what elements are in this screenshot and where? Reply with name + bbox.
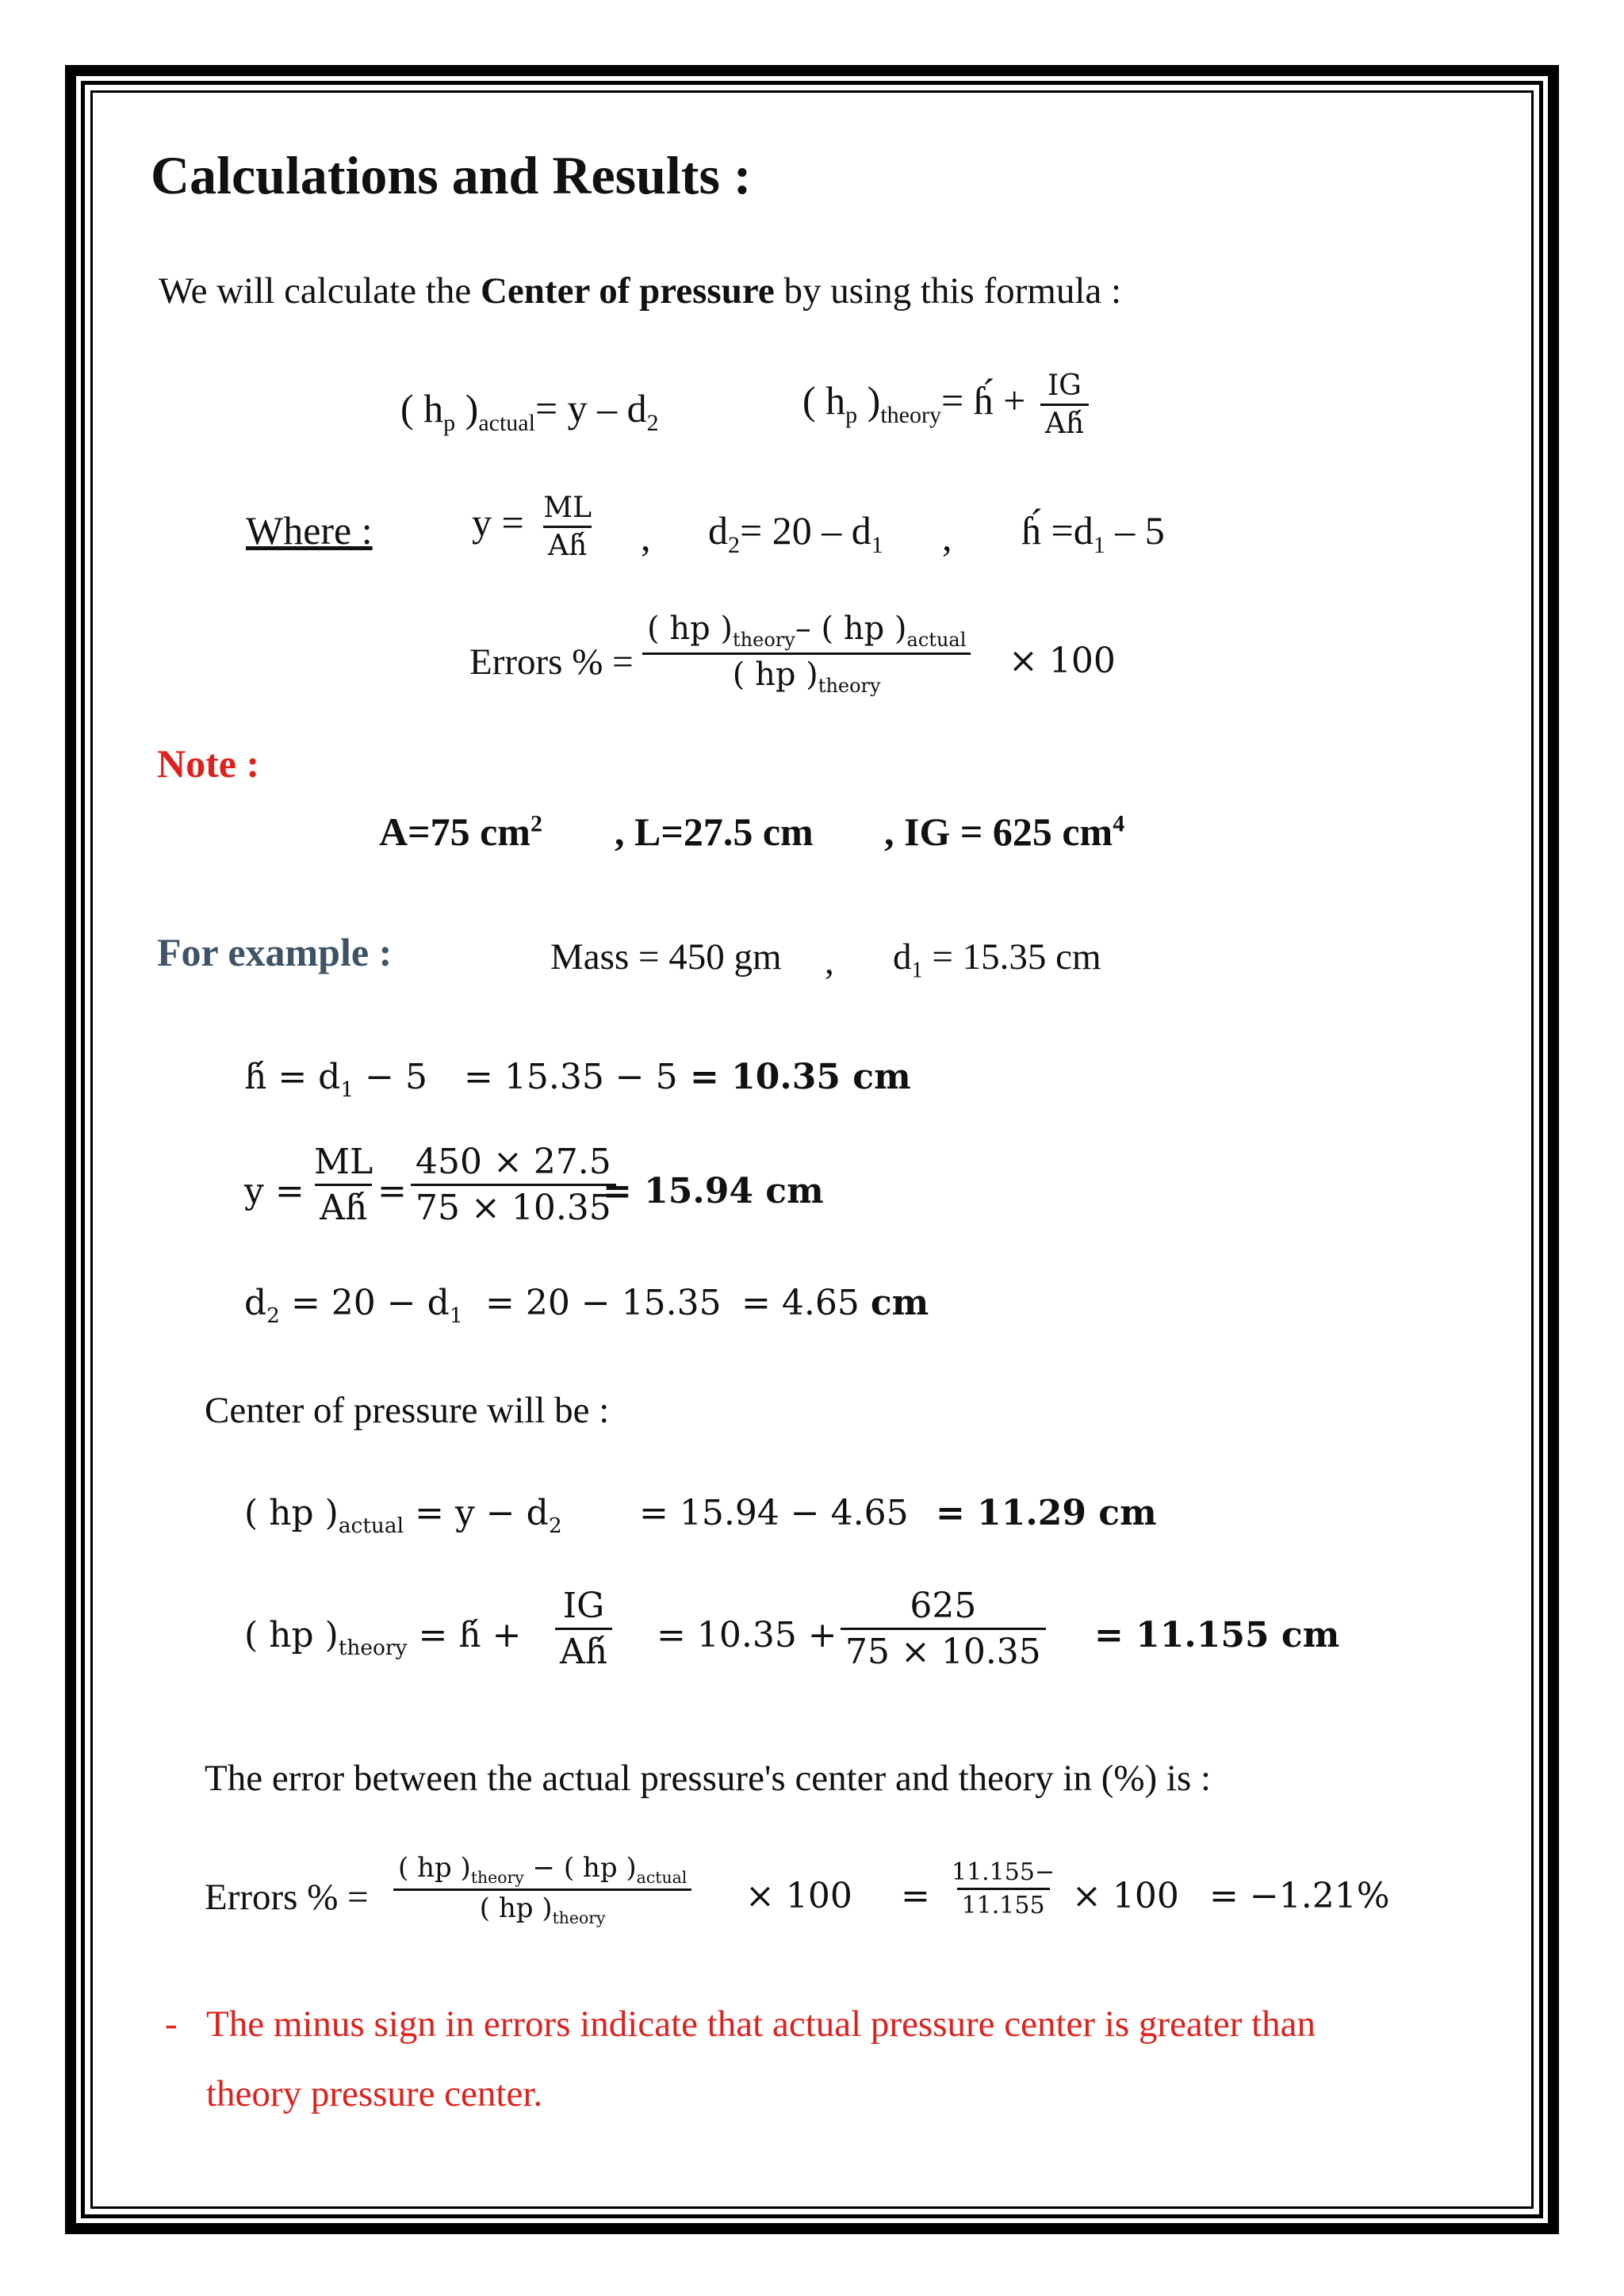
cop-actual-result: = 11.29 cm: [936, 1493, 1157, 1533]
cop-actual-sub: actual: [338, 1513, 404, 1538]
cop-actual-substitution: = 15.94 − 4.65: [639, 1493, 909, 1533]
calc-h-substitution: = 15.35 − 5: [464, 1057, 678, 1097]
calc-h-sub: 1: [340, 1077, 354, 1102]
fraction-denominator: 75 × 10.35: [841, 1628, 1046, 1672]
example-comma: ,: [825, 941, 834, 982]
error-calc-times-2: × 100: [1072, 1876, 1179, 1916]
errors-num-minus: – ( hp ): [795, 610, 907, 647]
example-d1-symbol: d: [893, 936, 912, 978]
hp-theory-sub-p: p: [845, 401, 858, 428]
calc-d2-formula: [244, 1283, 463, 1328]
note-ig: [884, 809, 1124, 855]
cop-theory-mid: = ɦ́ +: [407, 1615, 522, 1655]
cop-theory-fraction: [555, 1586, 612, 1672]
fraction-numerator: 625: [910, 1586, 977, 1626]
errors-formula-times: × 100: [1009, 641, 1116, 681]
example-d1: [893, 936, 1101, 983]
note-area-value: A=75 cm: [379, 809, 530, 854]
cop-actual-formula: [244, 1493, 562, 1538]
error-calc-denominator: [393, 1888, 691, 1927]
calc-d2-sub: 2: [266, 1303, 280, 1328]
error-calc-fraction: [393, 1852, 691, 1927]
calc-d2-substitution: = 20 − 15.35: [485, 1283, 722, 1323]
cop-actual-sub2: 2: [548, 1513, 562, 1538]
hp-actual-sub: actual: [478, 410, 535, 436]
errors-formula-label: Errors % =: [469, 641, 634, 683]
calc-d2-result-value: = 4.65: [741, 1283, 871, 1323]
formula-hp-theory: [802, 369, 1094, 440]
note-label: Note :: [157, 741, 260, 786]
cop-actual-lhs: ( hp ): [244, 1493, 339, 1533]
calc-y-lhs: y =: [244, 1171, 304, 1211]
errors-fraction: [642, 610, 971, 697]
note-area: [379, 809, 542, 855]
where-d1-sub: 1: [871, 532, 883, 558]
hp-actual-sub-p: p: [443, 410, 456, 436]
calc-d2-mid: = 20 − d: [279, 1283, 450, 1323]
where-d2-rhs: = 20 – d: [740, 508, 871, 553]
hp-theory-close: ): [857, 377, 881, 423]
note-ig-sup: 4: [1113, 810, 1125, 837]
error-calc-equals: =: [901, 1876, 930, 1916]
intro-before: We will calculate the: [159, 270, 472, 312]
note-length: , L=27.5 cm: [615, 809, 814, 854]
calc-h-formula: [244, 1057, 427, 1102]
example-d1-sub: 1: [911, 958, 923, 983]
hp-actual-open: ( h: [400, 386, 444, 430]
where-h-lhs: ɦ́ =d: [1021, 508, 1094, 553]
where-d2: [708, 507, 883, 559]
hp-theory-sub: theory: [880, 401, 941, 428]
calc-d2-result-unit: cm: [870, 1283, 929, 1323]
where-label: Where :: [246, 508, 373, 553]
fraction-ig-over-ah: [1040, 369, 1089, 440]
calc-y-equals: =: [377, 1171, 407, 1211]
error-den-sub: theory: [552, 1908, 606, 1927]
where-d2-symbol: d: [708, 508, 728, 553]
intro-sentence: [159, 270, 1121, 312]
page-title: Calculations and Results :: [151, 145, 752, 205]
fraction-numerator: IG: [1047, 369, 1082, 402]
fraction-ml-over-ah-calc: [309, 1142, 377, 1228]
where-y-lhs: y =: [472, 499, 524, 545]
where-h-rhs: – 5: [1105, 508, 1165, 553]
cop-theory-formula: [244, 1615, 521, 1660]
error-num-b-sub: actual: [636, 1867, 688, 1887]
error-num-a: ( hp ): [398, 1852, 471, 1884]
error-calc-label: Errors % =: [205, 1877, 369, 1918]
fraction-denominator: 11.155: [957, 1888, 1050, 1919]
fraction-numerator: 11.155−: [952, 1858, 1055, 1886]
hp-actual-d-sub: 2: [646, 410, 659, 436]
where-comma-1: ,: [641, 515, 651, 559]
hp-theory-open: ( h: [802, 377, 846, 423]
example-mass: Mass = 450 gm: [550, 936, 782, 978]
error-calc-value-fraction: [947, 1858, 1059, 1919]
fraction-denominator: Aɦ́: [1040, 404, 1089, 440]
calc-y-result: = 15.94 cm: [603, 1171, 824, 1211]
error-num-a-sub: theory: [470, 1867, 524, 1887]
fraction-denominator: Aɦ́: [543, 526, 592, 562]
calc-d2-sub1: 1: [449, 1303, 463, 1328]
fraction-numerator: ML: [314, 1142, 373, 1182]
calc-h-lhs: ɦ́ = d: [244, 1057, 341, 1097]
fraction-values: [411, 1142, 616, 1228]
fraction-ml-over-ah: [538, 492, 596, 562]
fraction-ig-over-ah-calc: [555, 1586, 612, 1672]
cop-theory-fraction-values: [841, 1586, 1046, 1672]
errors-den-sub: theory: [818, 675, 881, 697]
where-comma-2: ,: [942, 515, 952, 559]
intro-after: by using this formula :: [783, 270, 1122, 312]
fraction-numerator: IG: [562, 1586, 605, 1626]
example-d1-value: = 15.35 cm: [922, 936, 1101, 978]
errors-formula-fraction: [642, 610, 971, 697]
fraction-denominator: Aɦ́: [555, 1628, 612, 1672]
fraction-numerator: 450 × 27.5: [416, 1142, 611, 1182]
errors-denominator: [642, 652, 971, 697]
formula-hp-actual: [400, 385, 659, 437]
conclusion-line-1: The minus sign in errors indicate that actual pressure center is greater than: [206, 2003, 1316, 2045]
where-h-sub: 1: [1093, 532, 1105, 558]
example-label: For example :: [157, 930, 393, 974]
calc-d2-result: [741, 1283, 929, 1323]
fraction-denominator: 75 × 10.35: [411, 1184, 616, 1228]
error-den: ( hp ): [479, 1892, 553, 1924]
hp-actual-rhs: = y – d: [534, 386, 647, 430]
intro-bold: Center of pressure: [480, 270, 775, 312]
calc-y-fraction-values: [411, 1142, 616, 1228]
error-calc-times: × 100: [745, 1876, 852, 1916]
cop-heading: Center of pressure will be :: [205, 1390, 610, 1431]
hp-actual-close: ): [455, 386, 479, 430]
cop-theory-substitution: = 10.35 +: [657, 1615, 837, 1655]
conclusion-dash: -: [165, 2003, 178, 2045]
where-y: [472, 492, 601, 562]
errors-numerator: [642, 610, 971, 652]
errors-num-b-sub: actual: [906, 629, 967, 651]
cop-theory-result: = 11.155 cm: [1094, 1615, 1340, 1655]
fraction-denominator: Aɦ́: [315, 1184, 372, 1228]
hp-theory-rhs: = ɦ́ +: [940, 377, 1026, 423]
cop-actual-mid: = y − d: [404, 1493, 549, 1533]
calc-y-fraction: [309, 1142, 377, 1228]
calc-h-rest: − 5: [354, 1057, 427, 1097]
where-h: [1021, 507, 1165, 559]
cop-theory-sub: theory: [338, 1635, 408, 1660]
error-calc-numerator: [393, 1852, 691, 1888]
note-ig-value: , IG = 625 cm: [884, 809, 1113, 854]
where-d2-sub: 2: [728, 532, 740, 558]
error-values-fraction: [947, 1858, 1059, 1919]
fraction-values-theory: [841, 1586, 1046, 1672]
error-calc-result: = −1.21%: [1209, 1876, 1390, 1916]
errors-num-a: ( hp ): [647, 610, 733, 647]
error-heading: The error between the actual pressure's center and theory in (%) is :: [205, 1758, 1212, 1799]
cop-theory-lhs: ( hp ): [244, 1615, 339, 1655]
fraction-numerator: ML: [543, 492, 592, 524]
error-num-minus: − ( hp ): [523, 1852, 637, 1884]
error-calc-general-fraction: [393, 1852, 691, 1927]
errors-num-a-sub: theory: [733, 629, 795, 651]
conclusion-line-2: theory pressure center.: [206, 2073, 543, 2114]
calc-d2-symbol: d: [244, 1283, 267, 1323]
note-area-sup: 2: [530, 810, 542, 837]
errors-den: ( hp ): [732, 656, 818, 693]
calc-h-result: = 10.35 cm: [690, 1057, 911, 1097]
